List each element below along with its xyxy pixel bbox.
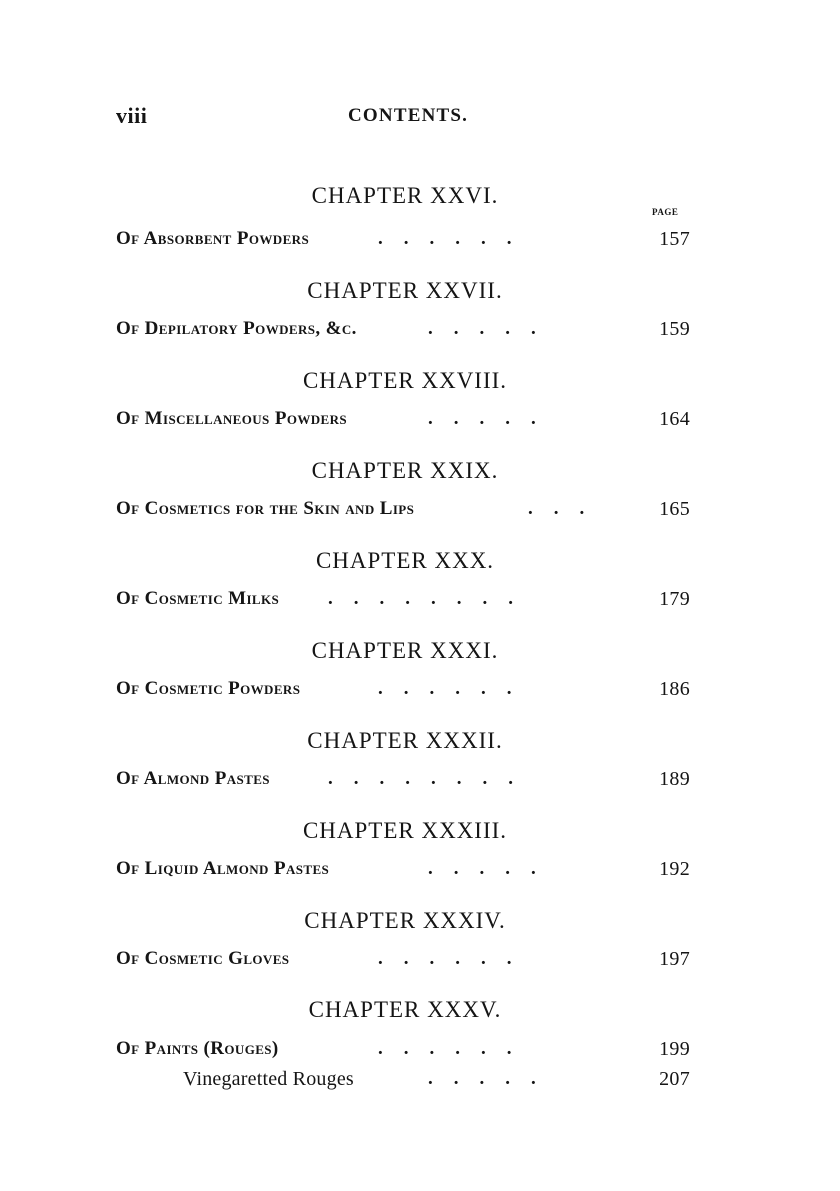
- chapter-heading: CHAPTER XXVIII.: [302, 368, 508, 393]
- dot-leader: ......: [378, 228, 533, 249]
- dot-leader: ......: [378, 678, 533, 699]
- entry-title: Of Miscellaneous Powders: [116, 408, 348, 429]
- entry-title: Of Paints (Rouges): [116, 1038, 279, 1059]
- dot-leader: .....: [428, 408, 557, 429]
- entry-title: Of Almond Pastes: [116, 768, 270, 789]
- toc-entry: [116, 588, 690, 616]
- entry-page-number: 164: [659, 408, 690, 430]
- dot-leader: .....: [428, 858, 557, 879]
- entry-page-number: 186: [659, 678, 690, 700]
- dot-leader: .....: [428, 1068, 557, 1089]
- entry-title: Of Cosmetics for the Skin and Lips: [116, 498, 415, 519]
- toc-entry: [116, 768, 690, 796]
- toc-entry: [116, 678, 690, 706]
- running-head: [116, 103, 696, 133]
- toc-entry: [116, 948, 690, 976]
- entry-title: Of Cosmetic Gloves: [116, 948, 290, 969]
- chapter-heading: CHAPTER XXVII.: [307, 278, 503, 303]
- entry-page-number: 165: [659, 498, 690, 520]
- toc-entry: [116, 318, 690, 346]
- entry-title: Of Liquid Almond Pastes: [116, 858, 330, 879]
- dot-leader: ......: [378, 1038, 533, 1059]
- entry-page-number: 159: [659, 318, 690, 340]
- toc-entry: [116, 858, 690, 886]
- entry-title: Of Cosmetic Powders: [116, 678, 301, 699]
- running-head-title: CONTENTS.: [348, 105, 469, 126]
- page-folio: viii: [116, 103, 148, 128]
- entry-title: Of Depilatory Powders, &c.: [116, 318, 357, 339]
- chapter-heading: CHAPTER XXVI.: [311, 183, 499, 208]
- toc-entry: [116, 228, 690, 256]
- dot-leader: ...: [528, 498, 606, 519]
- entry-page-number: 199: [659, 1038, 690, 1060]
- entry-page-number: 189: [659, 768, 690, 790]
- entry-title: Of Cosmetic Milks: [116, 588, 280, 609]
- chapter-heading: CHAPTER XXXIV.: [304, 908, 506, 933]
- toc-subentry: [116, 1068, 690, 1096]
- toc-entry: [116, 1038, 690, 1066]
- page-column-label: PAGE: [652, 207, 679, 217]
- entry-page-number: 192: [659, 858, 690, 880]
- entry-title: Of Absorbent Powders: [116, 228, 310, 249]
- entry-page-number: 207: [659, 1068, 690, 1090]
- entry-page-number: 179: [659, 588, 690, 610]
- dot-leader: ........: [328, 588, 534, 609]
- entry-page-number: 157: [659, 228, 690, 250]
- chapter-heading: CHAPTER XXXV.: [308, 997, 502, 1022]
- entry-title: Vinegaretted Rouges: [183, 1068, 354, 1090]
- entry-page-number: 197: [659, 948, 690, 970]
- dot-leader: ......: [378, 948, 533, 969]
- dot-leader: ........: [328, 768, 534, 789]
- toc-entry: [116, 498, 690, 526]
- chapter-heading: CHAPTER XXIX.: [311, 458, 499, 483]
- chapter-heading: CHAPTER XXXII.: [307, 728, 503, 753]
- chapter-heading: CHAPTER XXXI.: [311, 638, 499, 663]
- toc-entry: [116, 408, 690, 436]
- chapter-heading: CHAPTER XXX.: [315, 548, 495, 573]
- chapter-heading: CHAPTER XXXIII.: [302, 818, 508, 843]
- dot-leader: .....: [428, 318, 557, 339]
